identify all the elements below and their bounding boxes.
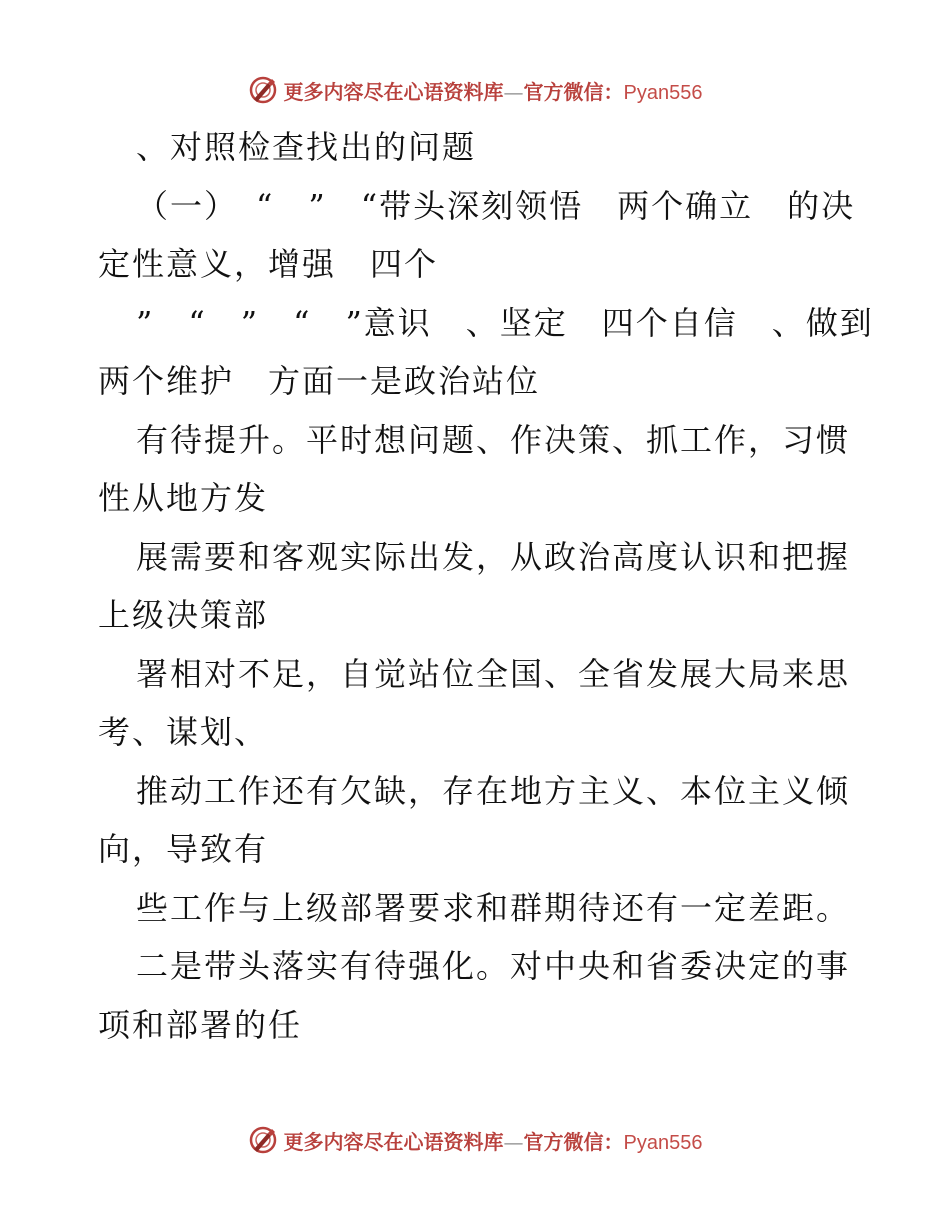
text-line: 项和部署的任 xyxy=(98,1005,303,1044)
watermark-main-text: 更多内容尽在心语资料库 xyxy=(283,79,504,104)
text-line: 署相对不足，自觉站位全国、全省发展大局来思 xyxy=(136,654,851,693)
text-line: 上级决策部 xyxy=(98,596,269,634)
watermark-suffix-text: 官方微信： xyxy=(523,1129,624,1154)
pen-circle-logo-icon xyxy=(248,1125,278,1155)
text-line: （一） “ ” “带头深刻领悟 两个确立 的决 xyxy=(136,186,856,225)
text-line: 推动工作还有欠缺，存在地方主义、本位主义倾 xyxy=(136,771,851,810)
watermark-wechat-id: Pyan556 xyxy=(623,81,703,104)
text-line: 展需要和客观实际出发，从政治高度认识和把握 xyxy=(136,537,851,576)
pen-circle-logo-icon xyxy=(248,75,278,105)
text-line: 向，导致有 xyxy=(98,830,269,868)
watermark-suffix-text: 官方微信： xyxy=(523,79,624,104)
text-line: 性从地方发 xyxy=(98,479,269,517)
watermark-wechat-id: Pyan556 xyxy=(623,1131,703,1154)
text-line: 两个维护 方面一是政治站位 xyxy=(98,362,541,400)
watermark-text xyxy=(284,76,703,105)
watermark-separator: — xyxy=(503,1129,524,1154)
text-line: 有待提升。平时想问题、作决策、抓工作，习惯 xyxy=(136,420,851,459)
text-line: 些工作与上级部署要求和群期待还有一定差距。 xyxy=(136,888,851,927)
text-line: 考、谋划、 xyxy=(98,713,269,751)
header-watermark xyxy=(0,70,950,110)
text-line: 、对照检查找出的问题 xyxy=(136,128,477,166)
text-line: ” “ ” “ ”意识 、坚定 四个自信 、做到 xyxy=(136,303,874,342)
footer-watermark xyxy=(0,1120,950,1160)
watermark-separator: — xyxy=(503,79,524,104)
text-line: 二是带头落实有待强化。对中央和省委决定的事 xyxy=(136,947,851,985)
watermark-text xyxy=(284,1126,703,1155)
document-body xyxy=(98,118,874,1054)
watermark-main-text: 更多内容尽在心语资料库 xyxy=(283,1129,504,1154)
text-line: 定性意义，增强 四个 xyxy=(98,245,439,283)
